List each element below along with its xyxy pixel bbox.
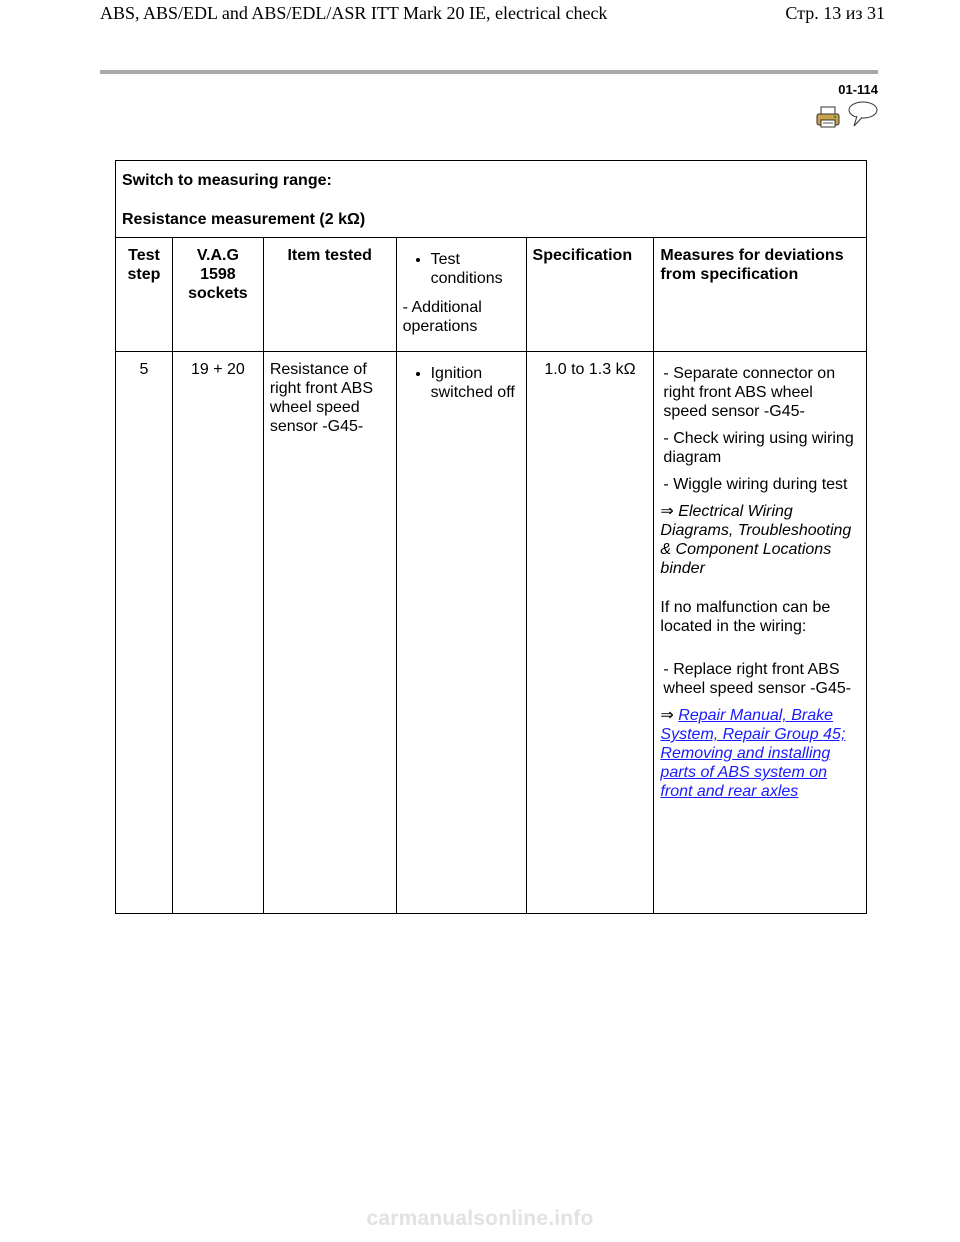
cell-item: Resistance of right front ABS wheel speed sensor -G45- — [263, 352, 396, 914]
watermark: carmanualsonline.info — [366, 1207, 594, 1230]
no-malfunction-note: If no malfunction can be located in the wiring: — [660, 599, 831, 635]
condition-bullet: • Ignition switched off — [431, 364, 520, 402]
toolbar-icons — [815, 100, 879, 132]
cell-measures — [654, 352, 867, 914]
speech-bubble-icon[interactable] — [847, 100, 879, 130]
cell-condition — [396, 352, 526, 914]
measure-separate-connector: - Separate connector on right front ABS wheel speed sensor -G45- — [663, 365, 836, 420]
header-conditions — [396, 238, 526, 352]
column-header-row — [116, 238, 867, 352]
document-title: ABS, ABS/EDL and ABS/EDL/ASR ITT Mark 20 IE, electrical check — [100, 3, 608, 23]
header-conditions-bullet: • Test conditions — [431, 250, 520, 288]
measuring-range-cell — [116, 161, 867, 238]
header-measures: Measures for deviations from specification — [654, 238, 867, 352]
page-number: 01-114 — [838, 82, 878, 97]
table-heading-row — [116, 161, 867, 238]
measure-check-wiring: - Check wiring using wiring diagram — [663, 430, 854, 466]
measure-wiggle-wiring: - Wiggle wiring during test — [663, 476, 848, 493]
measure-replace-sensor: - Replace right front ABS wheel speed sensor -G45- — [663, 661, 852, 697]
reference-repair-manual — [660, 706, 860, 801]
reference-wiring-diagrams — [660, 502, 860, 578]
header-conditions-extra: - Additional operations — [402, 299, 482, 335]
header-item-tested: Item tested — [263, 238, 396, 352]
reference-arrow-icon: ⇒ — [660, 503, 674, 520]
table-row — [116, 352, 867, 914]
measuring-range-label: Switch to measuring range: — [122, 172, 332, 189]
header-vag-sockets: V.A.G 1598 sockets — [172, 238, 263, 352]
page-info: Стр. 13 из 31 — [785, 3, 885, 23]
header-divider — [100, 70, 878, 74]
header-test-step: Test step — [116, 238, 173, 352]
test-table — [115, 160, 867, 914]
cell-sockets: 19 + 20 — [172, 352, 263, 914]
printer-icon[interactable] — [815, 100, 841, 130]
resistance-range-label: Resistance measurement (2 kΩ) — [122, 211, 366, 228]
reference-wiring-text: Electrical Wiring Diagrams, Troubleshooting & Component Locations binder — [660, 503, 852, 577]
header-specification: Specification — [526, 238, 654, 352]
cell-step: 5 — [116, 352, 173, 914]
repair-manual-link[interactable]: Repair Manual, Brake System, Repair Group 45; Removing and installing parts of ABS system on front and rear axles — [660, 707, 846, 800]
cell-specification: 1.0 to 1.3 kΩ — [526, 352, 654, 914]
reference-arrow-icon: ⇒ — [660, 707, 674, 724]
